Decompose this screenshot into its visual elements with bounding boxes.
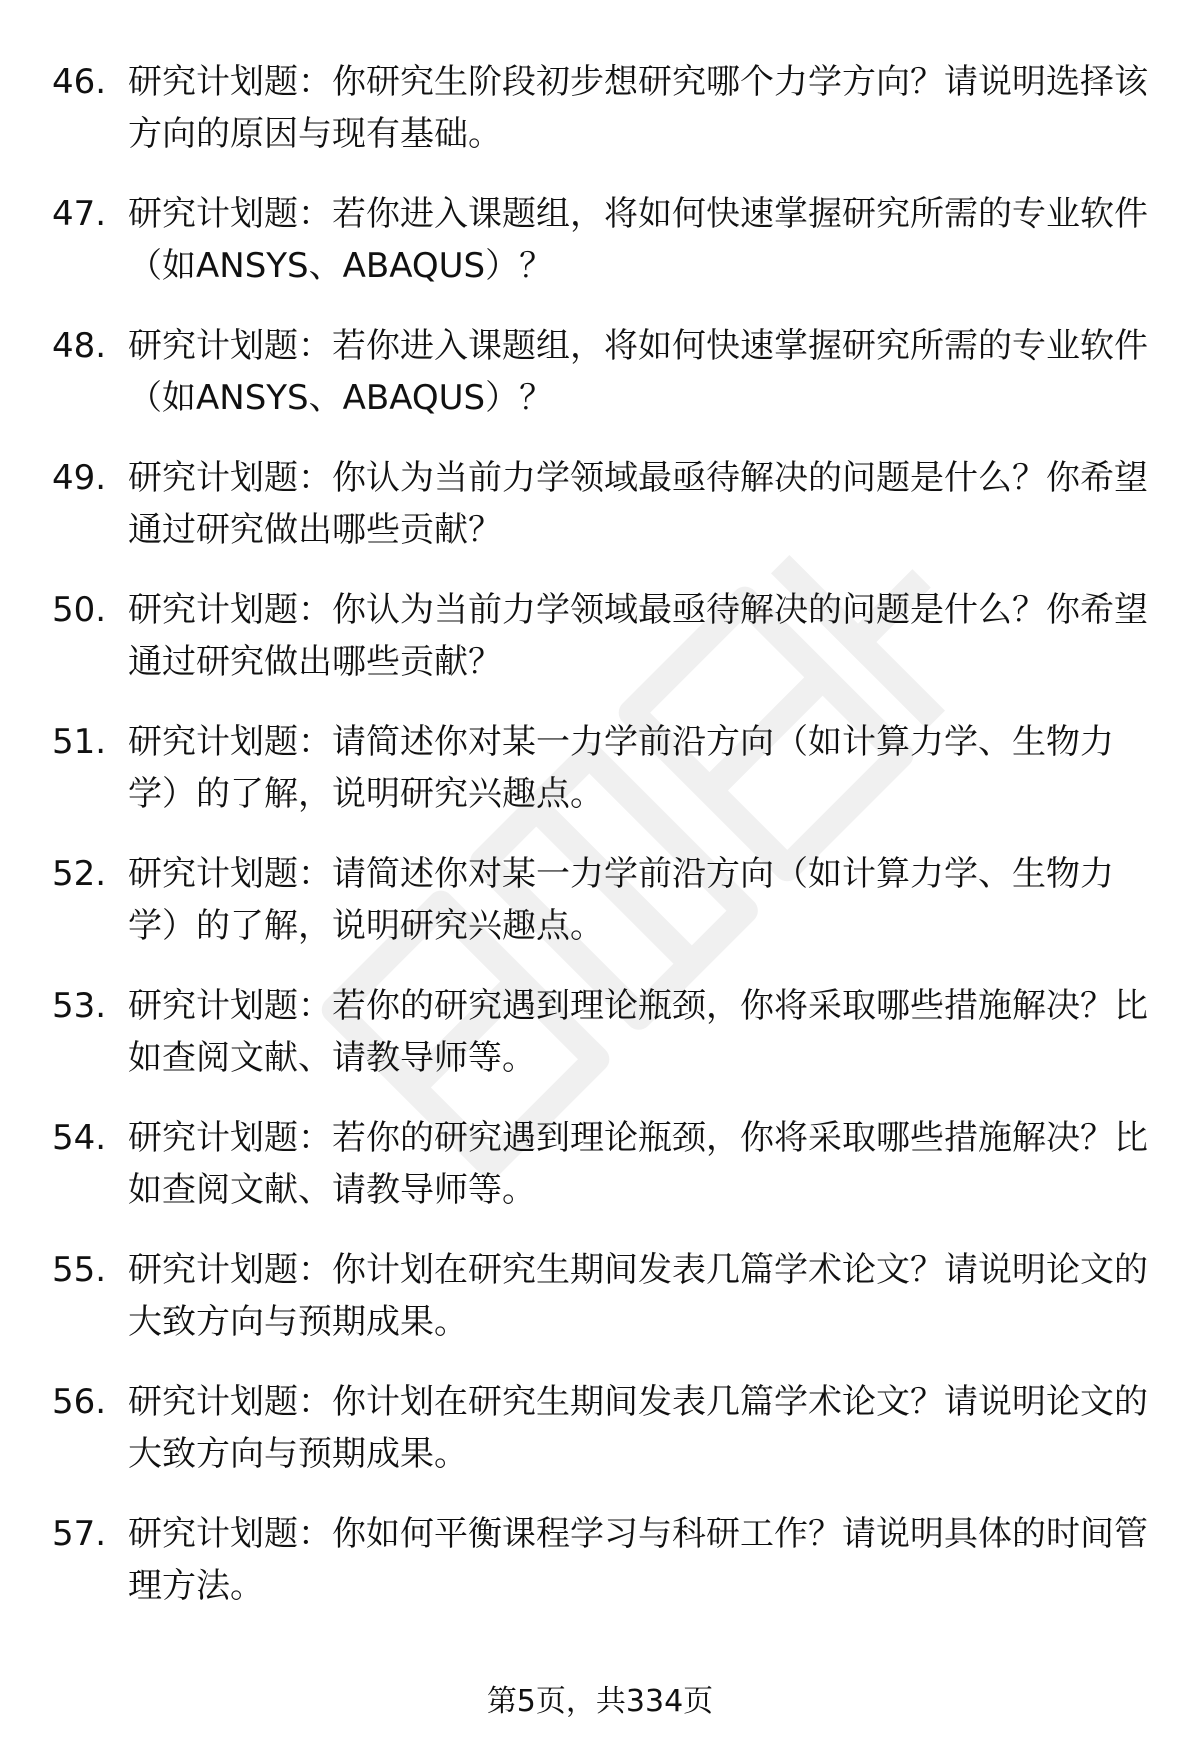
question-text: 研究计划题：你如何平衡课程学习与科研工作？请说明具体的时间管理方法。 bbox=[128, 1514, 1148, 1606]
question-number: 48. bbox=[52, 326, 107, 366]
question-text: 研究计划题：你计划在研究生期间发表几篇学术论文？请说明论文的大致方向与预期成果。 bbox=[128, 1250, 1148, 1342]
list-item bbox=[0, 1508, 1200, 1640]
list-item bbox=[0, 716, 1200, 848]
list-item bbox=[0, 56, 1200, 188]
question-text: 研究计划题：若你的研究遇到理论瓶颈，你将采取哪些措施解决？比如查阅文献、请教导师等。 bbox=[128, 986, 1148, 1078]
question-text: 研究计划题：若你的研究遇到理论瓶颈，你将采取哪些措施解决？比如查阅文献、请教导师等。 bbox=[128, 1118, 1148, 1210]
question-number: 47. bbox=[52, 194, 107, 234]
question-number: 49. bbox=[52, 458, 107, 498]
list-item bbox=[0, 1244, 1200, 1376]
question-text: 研究计划题：请简述你对某一力学前沿方向（如计算力学、生物力学）的了解，说明研究兴趣点。 bbox=[128, 854, 1114, 946]
question-number: 57. bbox=[52, 1514, 107, 1554]
question-text: 研究计划题：你研究生阶段初步想研究哪个力学方向？请说明选择该方向的原因与现有基础。 bbox=[128, 62, 1148, 154]
question-text: 研究计划题：若你进入课题组，将如何快速掌握研究所需的专业软件（如ANSYS、ABAQUS）？ bbox=[128, 194, 1148, 286]
question-number: 54. bbox=[52, 1118, 107, 1158]
question-number: 50. bbox=[52, 590, 107, 630]
question-text: 研究计划题：你认为当前力学领域最亟待解决的问题是什么？你希望通过研究做出哪些贡献？ bbox=[128, 458, 1148, 550]
list-item bbox=[0, 320, 1200, 452]
question-number: 55. bbox=[52, 1250, 107, 1290]
question-number: 52. bbox=[52, 854, 107, 894]
question-number: 56. bbox=[52, 1382, 107, 1422]
question-text: 研究计划题：你计划在研究生期间发表几篇学术论文？请说明论文的大致方向与预期成果。 bbox=[128, 1382, 1148, 1474]
question-list bbox=[0, 56, 1200, 1640]
question-number: 51. bbox=[52, 722, 107, 762]
page-number: 第5页，共334页 bbox=[486, 1684, 714, 1719]
question-text: 研究计划题：你认为当前力学领域最亟待解决的问题是什么？你希望通过研究做出哪些贡献？ bbox=[128, 590, 1148, 682]
question-number: 53. bbox=[52, 986, 107, 1026]
list-item bbox=[0, 1112, 1200, 1244]
list-item bbox=[0, 848, 1200, 980]
list-item bbox=[0, 1376, 1200, 1508]
question-text: 研究计划题：请简述你对某一力学前沿方向（如计算力学、生物力学）的了解，说明研究兴趣点。 bbox=[128, 722, 1114, 814]
list-item bbox=[0, 980, 1200, 1112]
list-item bbox=[0, 584, 1200, 716]
question-text: 研究计划题：若你进入课题组，将如何快速掌握研究所需的专业软件（如ANSYS、ABAQUS）？ bbox=[128, 326, 1148, 418]
list-item bbox=[0, 188, 1200, 320]
list-item bbox=[0, 452, 1200, 584]
question-number: 46. bbox=[52, 62, 107, 102]
